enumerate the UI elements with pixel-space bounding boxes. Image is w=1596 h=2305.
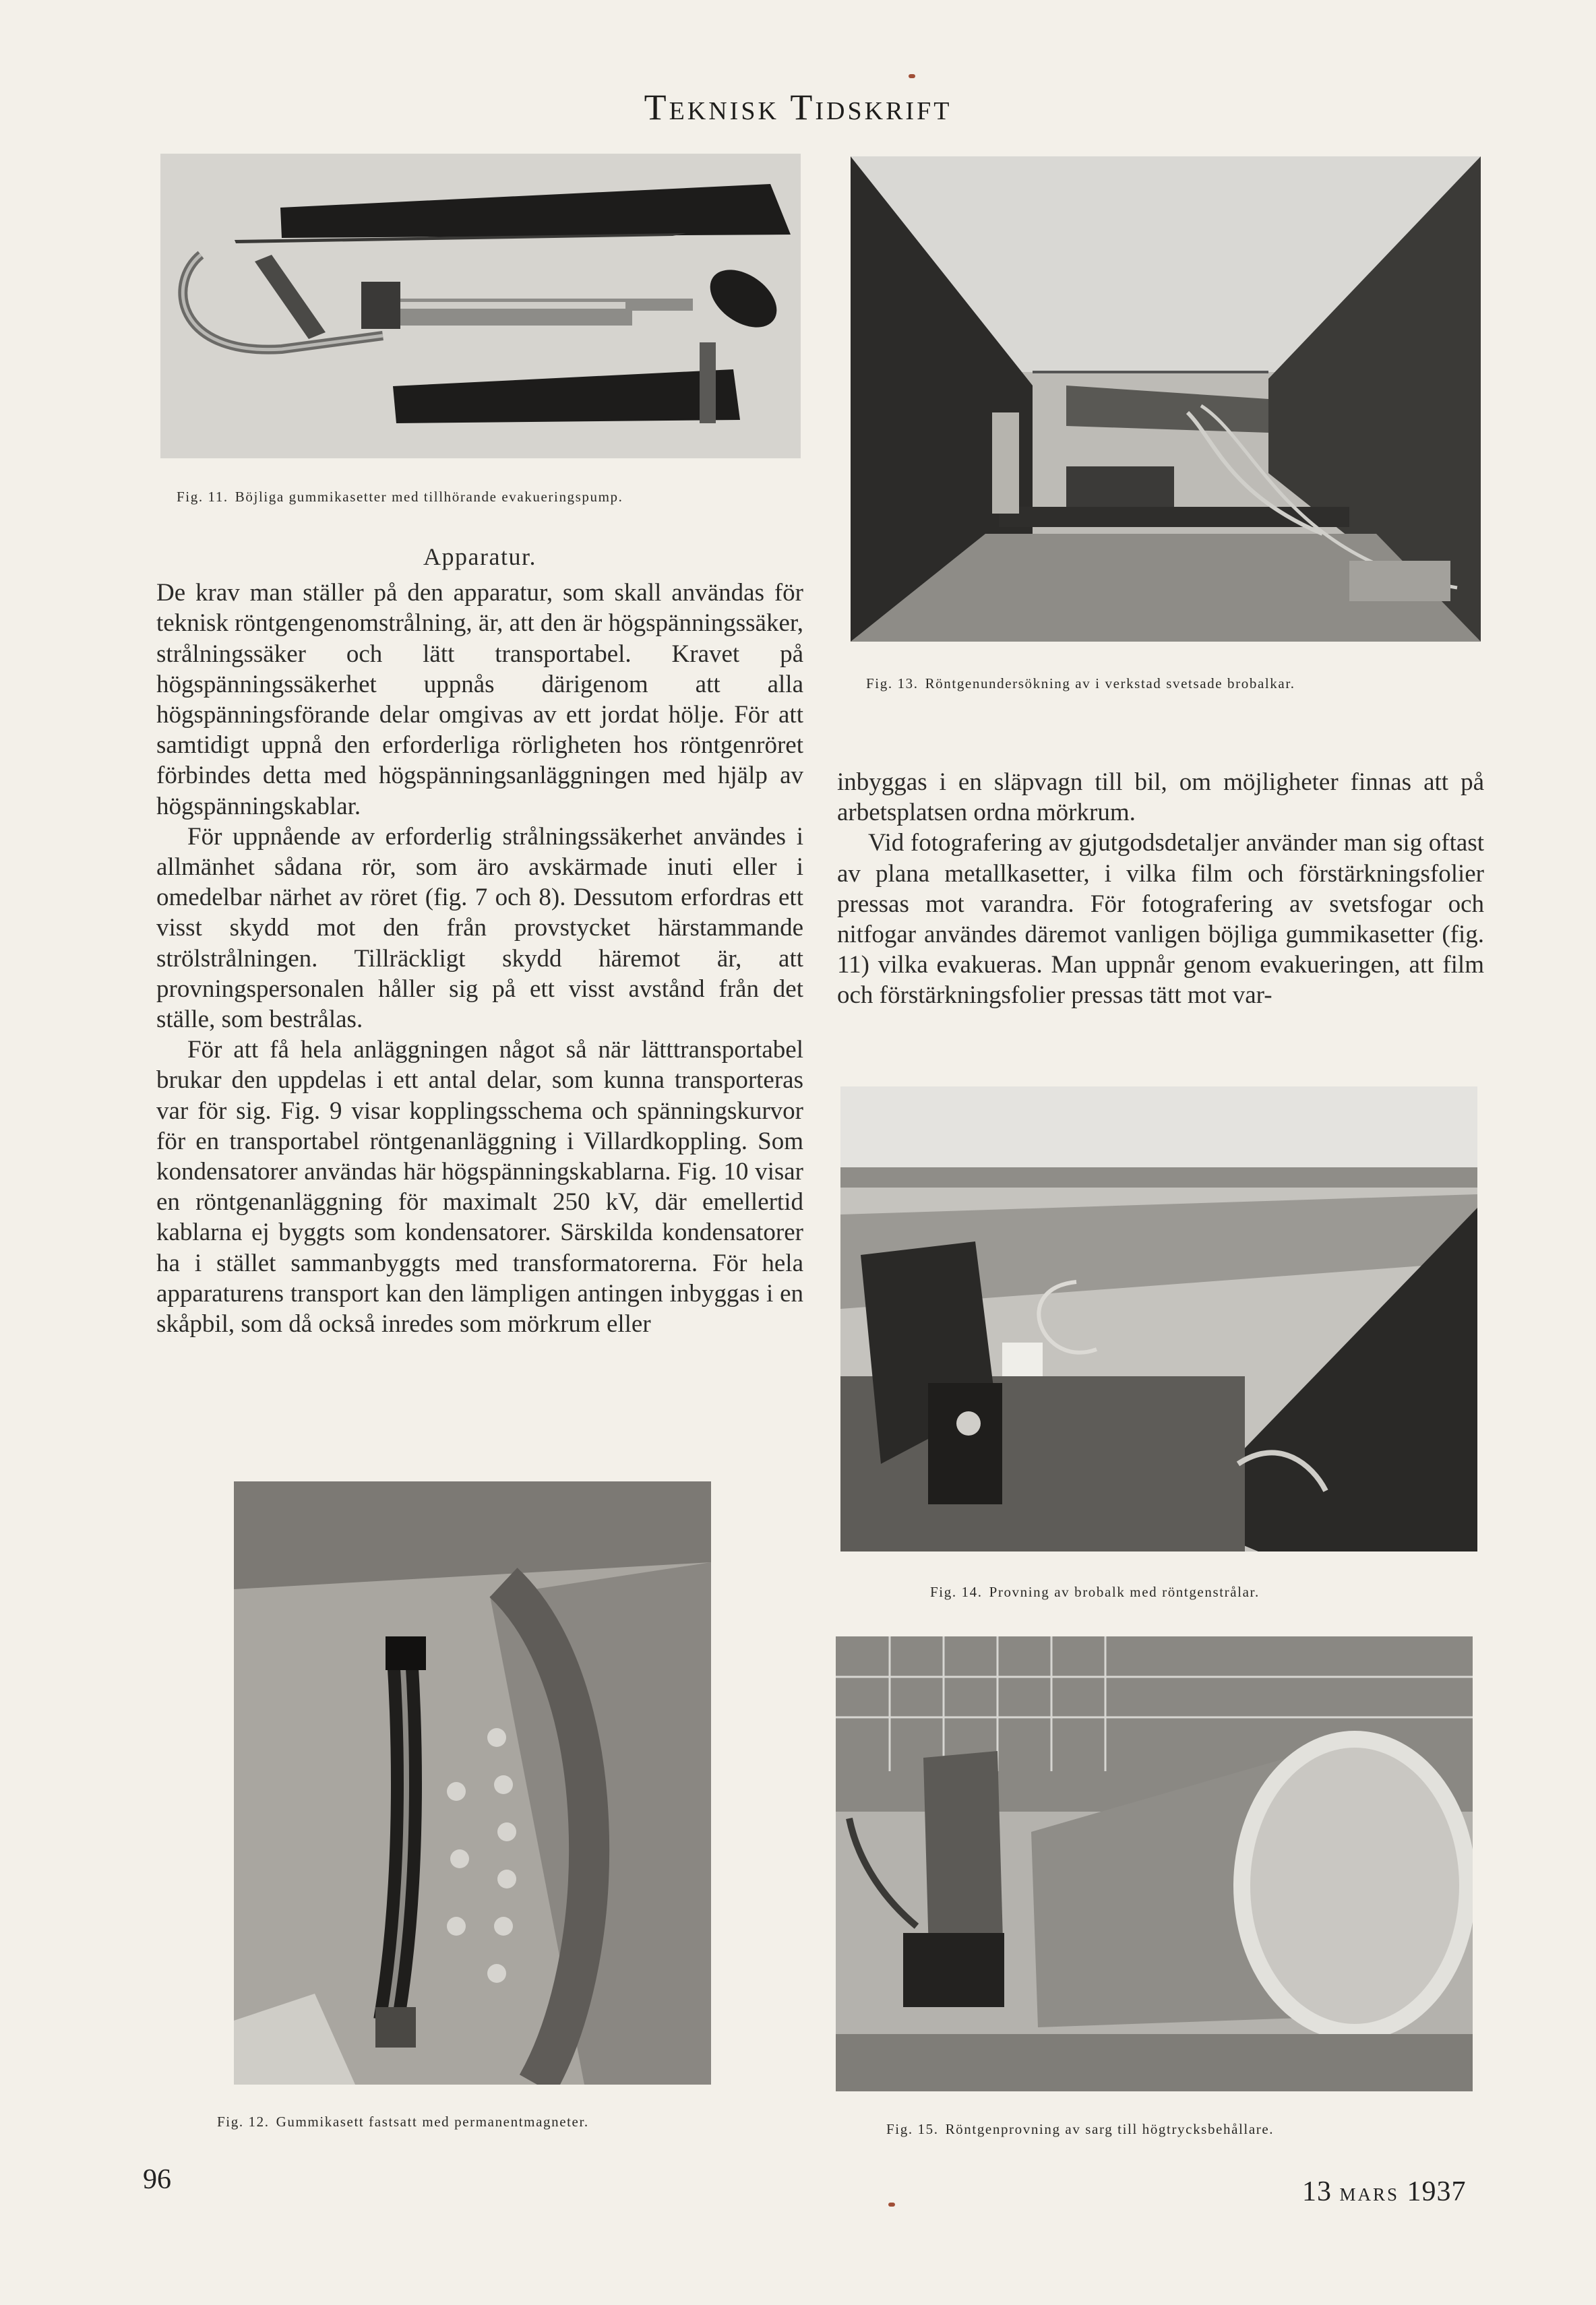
paper-blemish [888, 2203, 895, 2207]
figure-11-caption [177, 489, 623, 505]
left-paragraph: För uppnående av erforderlig strålningssäkerhet användes i allmänhet sådana rör, som äro avskärmade inuti eller i omedelbar närhet av röret (fig. 7 och 8). Dessutom erfordras ett visst skydd mot den från provstycket härstammande strölstrålningen. Tillräckligt skydd häremot är, att provningspersonalen håller sig på ett visst avstånd från det ställe, som bestrålas. [156, 822, 803, 1034]
section-title-apparatur: Apparatur. [423, 543, 536, 570]
figure-12-label: Fig. 12. [217, 2114, 270, 2130]
left-text-column [156, 542, 803, 1339]
figure-15-photo [836, 1636, 1473, 2091]
issue-date-day: 13 [1302, 2176, 1332, 2207]
right-paragraph: Vid fotografering av gjutgodsdetaljer använder man sig oftast av plana metallkasetter, i vilka film och förstärkningsfolier pressas mot varandra. För fotografering av svetsfogar och nitfogar användes däremot vanligen böjliga gummikasetter (fig. 11) vilka evakueras. Man uppnår genom evakueringen, att film och förstärkningsfolier pressas tätt mot var- [837, 829, 1484, 1010]
figure-15-caption-text: Röntgenprovning av sarg till högtrycksbehållare. [945, 2121, 1275, 2137]
left-paragraph: För att få hela anläggningen något så när lätttransportabel brukar den uppdelas i ett antal delar, som kunna transporteras var för sig. Fig. 9 visar kopplingsschema och spänningskurvor för en transportabel röntgenanläggning i Villardkoppling. Som kondensatorer användas här högspänningskablarna. Fig. 10 visar en röntgenanläggning för maximalt 250 kV, där emellertid kablarna ej byggts som kondensatorer. Särskilda kondensatorer ha i stället sammanbyggts med transformatorerna. För hela apparaturens transport kan den lämpligen antingen inbyggas i en skåpbil, som då också inredes som mörkrum eller [156, 1036, 803, 1339]
left-paragraph: De krav man ställer på den apparatur, som skall användas för teknisk röntgengenomstrålning, är, att den är högspänningssäker, strålningssäker och lätt transportabel. Kravet på högspänningssäkerhet uppnås därigenom att alla högspänningsförande delar omgivas av ett jordat hölje. För att samtidigt uppnå den erforderliga rörligheten hos röntgenröret förbindes detta med högspänningsanläggningen med hjälp av högspänningskablar. [156, 579, 803, 820]
figure-14-caption [930, 1584, 1260, 1601]
issue-date-year: 1937 [1407, 2176, 1467, 2207]
running-title: Teknisk Tidskrift [644, 87, 952, 127]
page-number: 96 [143, 2164, 171, 2195]
figure-13-photo [851, 156, 1481, 642]
right-paragraph: inbyggas i en släpvagn till bil, om möjligheter finnas att på arbetsplatsen ordna mörkrum. [837, 768, 1484, 827]
figure-13-caption [866, 675, 1295, 692]
figure-11-caption-text: Böjliga gummikasetter med tillhörande evakueringspump. [235, 489, 623, 505]
figure-13-label: Fig. 13. [866, 675, 919, 692]
figure-11-photo [160, 154, 801, 458]
issue-date-month: mars [1339, 2178, 1400, 2207]
figure-11-label: Fig. 11. [177, 489, 228, 505]
paper-blemish [909, 74, 915, 78]
figure-14-caption-text: Provning av brobalk med röntgenstrålar. [989, 1584, 1260, 1600]
figure-12-photo [234, 1481, 711, 2085]
figure-15-label: Fig. 15. [886, 2121, 939, 2137]
figure-14-label: Fig. 14. [930, 1584, 983, 1600]
figure-12-caption-text: Gummikasett fastsatt med permanentmagneter. [276, 2114, 589, 2130]
figure-14-photo [840, 1086, 1477, 1551]
issue-date [1302, 2176, 1467, 2208]
figure-12-caption [217, 2114, 589, 2130]
figure-15-caption [886, 2121, 1274, 2138]
figure-13-caption-text: Röntgenundersökning av i verkstad svetsade brobalkar. [925, 675, 1295, 692]
right-text-column [837, 767, 1484, 1011]
